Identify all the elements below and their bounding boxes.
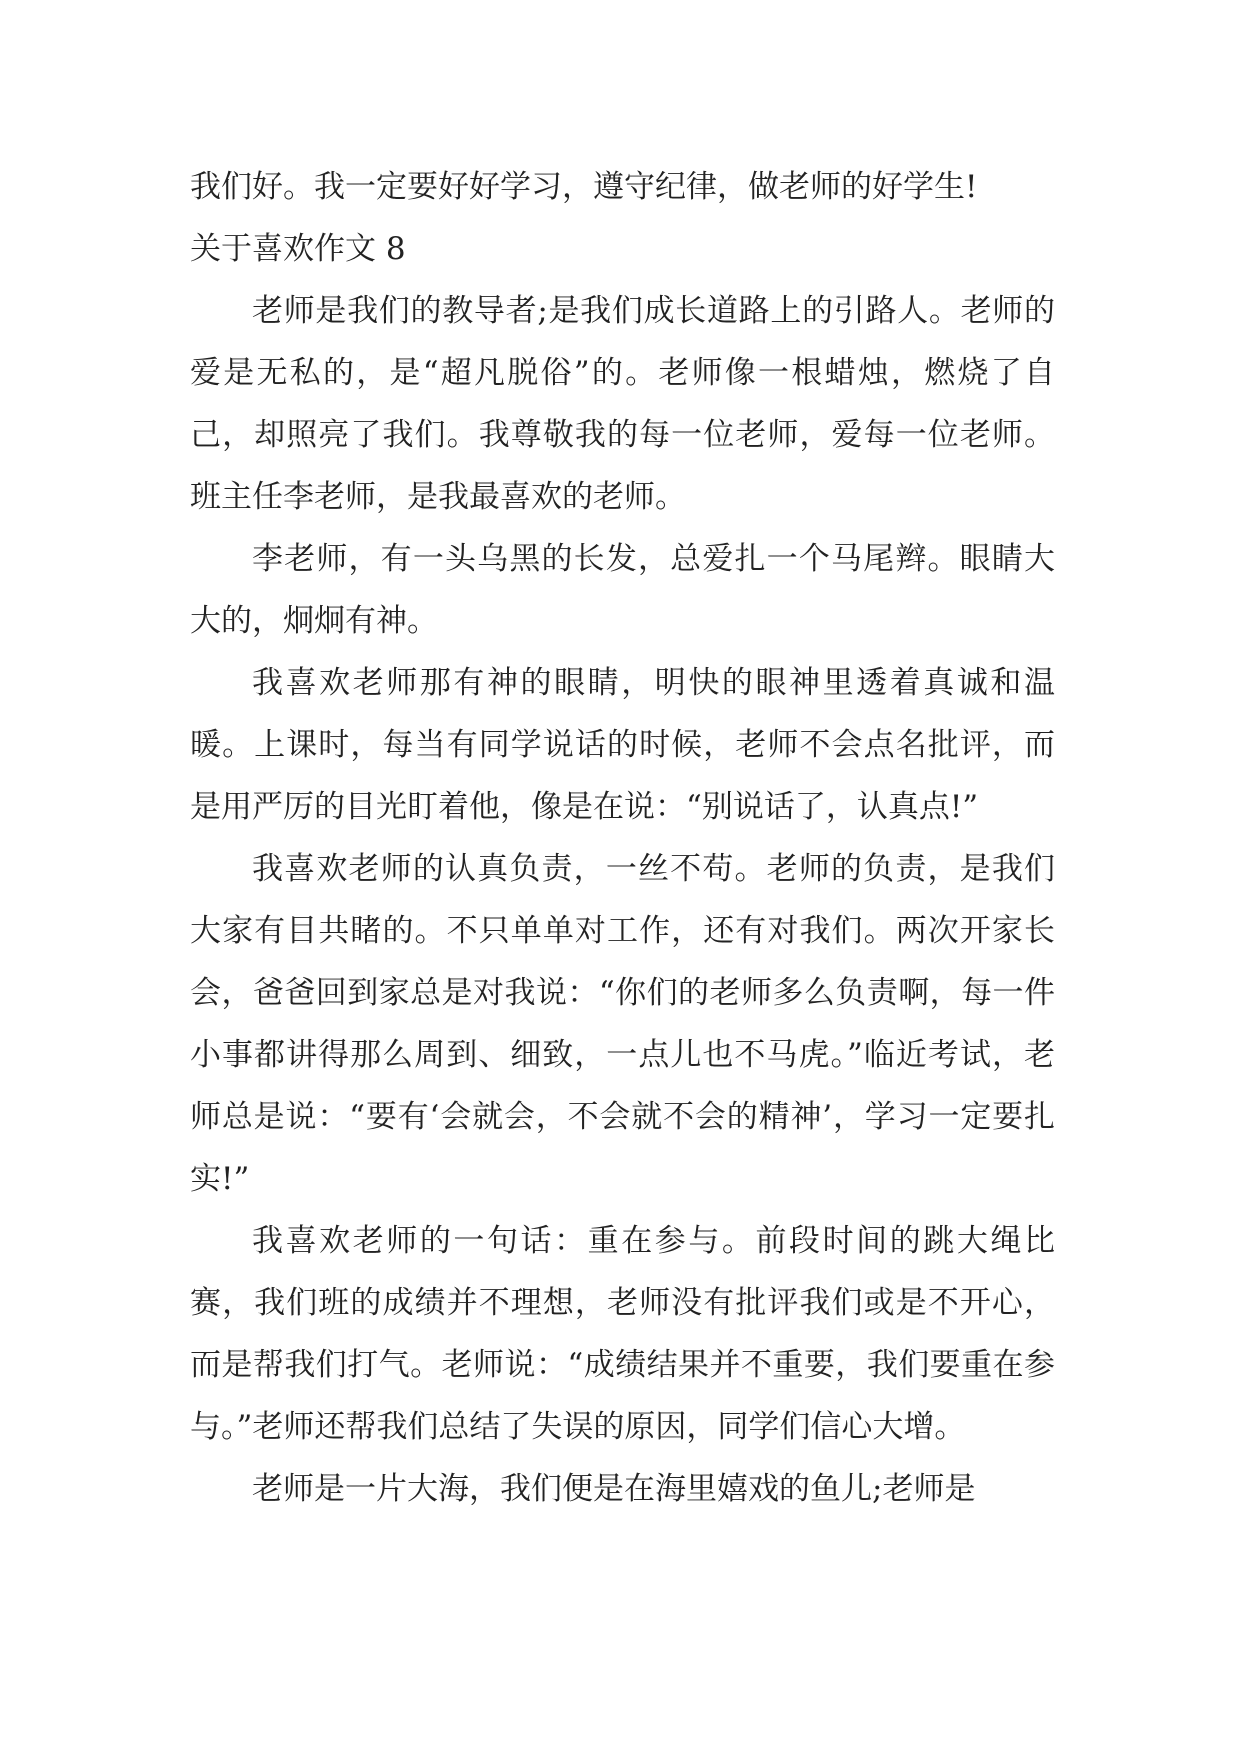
opening-line: 我们好。我一定要好好学习，遵守纪律，做老师的好学生! (190, 169, 978, 205)
paragraph-6: 老师是一片大海，我们便是在海里嬉戏的鱼儿;老师是 (252, 1471, 976, 1507)
paragraph-2: 李老师，有一头乌黑的长发，总爱扎一个马尾辫。眼睛大大的，炯炯有神。 (190, 541, 1055, 639)
paragraph-4: 我喜欢老师的认真负责，一丝不苟。老师的负责，是我们大家有目共睹的。不只单单对工作，还有对我们。两次开家长会，爸爸回到家总是对我说：“你们的老师多么负责啊，每一件小事都讲得那么周到、细致，一点儿也不马虎。”临近考试，老师总是说：“要有‘会就会，不会就不会的精神’，学习一定要扎实!” (190, 851, 1055, 1197)
paragraph-5: 我喜欢老师的一句话：重在参与。前段时间的跳大绳比赛，我们班的成绩并不理想，老师没有批评我们或是不开心，而是帮我们打气。老师说：“成绩结果并不重要，我们要重在参与。”老师还帮我们总结了失误的原因，同学们信心大增。 (190, 1223, 1055, 1445)
paragraph-1: 老师是我们的教导者;是我们成长道路上的引路人。老师的爱是无私的，是“超凡脱俗”的。老师像一根蜡烛，燃烧了自己，却照亮了我们。我尊敬我的每一位老师，爱每一位老师。班主任李老师，是我最喜欢的老师。 (190, 293, 1055, 515)
essay-title: 关于喜欢作文 8 (190, 231, 406, 267)
paragraph-3: 我喜欢老师那有神的眼睛，明快的眼神里透着真诚和温暖。上课时，每当有同学说话的时候，老师不会点名批评，而是用严厉的目光盯着他，像是在说：“别说话了，认真点!” (190, 665, 1055, 825)
essay-body (190, 156, 1055, 1520)
